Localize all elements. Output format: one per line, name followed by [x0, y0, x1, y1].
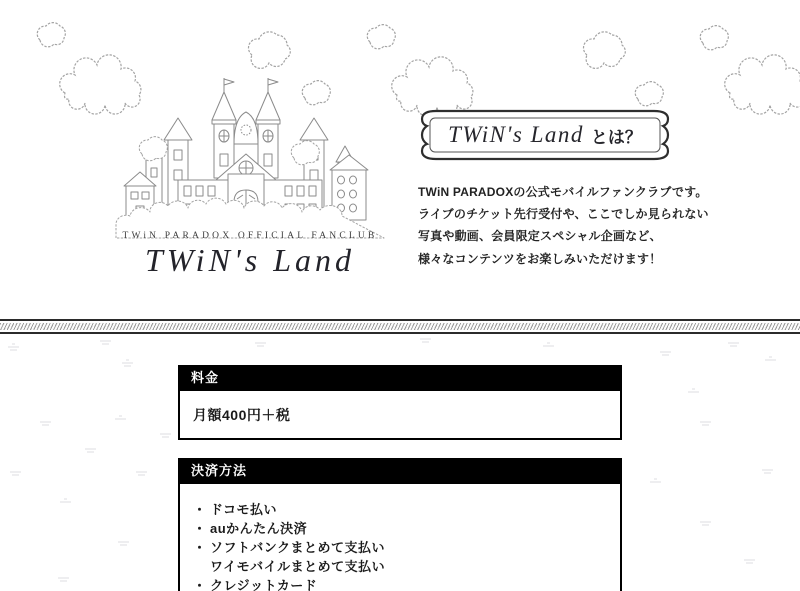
about-title-en: TWiN's Land	[448, 122, 584, 147]
list-item	[193, 500, 607, 519]
payment-method-list	[178, 484, 622, 591]
pricing-section	[178, 365, 622, 440]
list-item	[193, 576, 607, 591]
cloud-icon	[37, 23, 800, 116]
list-bullet: ・	[193, 502, 207, 517]
about-line: 写真や動画、会員限定スペシャル企画など、	[418, 229, 662, 244]
payment-section	[178, 458, 622, 591]
payment-section-header: 決済方法	[178, 458, 622, 484]
pricing-value: 月額400円＋税	[178, 391, 622, 440]
section-divider	[0, 319, 800, 334]
list-bullet	[193, 557, 210, 576]
list-bullet: ・	[193, 521, 207, 536]
about-title-ja: とは？	[590, 127, 642, 147]
about-description	[418, 181, 728, 270]
list-item-label: ソフトバンクまとめて支払い	[210, 540, 385, 555]
castle-icon	[116, 78, 384, 238]
list-item-label: ワイモバイルまとめて支払い	[210, 559, 386, 574]
fanclub-caption: TWiN PARADOX OFFICIAL FANCLUB	[122, 231, 378, 241]
pricing-section-header: 料金	[178, 365, 622, 391]
divider-hatch	[0, 323, 800, 330]
about-line: TWiN PARADOXの公式モバイルファンクラブです。	[418, 185, 708, 199]
list-bullet: ・	[193, 578, 207, 591]
list-item	[193, 557, 607, 576]
list-item-label: ドコモ払い	[210, 502, 277, 517]
about-line: ライブのチケット先行受付や、ここでしか見られない	[418, 207, 709, 222]
list-item-label: クレジットカード	[210, 578, 318, 591]
list-item	[193, 538, 607, 557]
list-item-label: auかんたん決済	[210, 521, 308, 536]
about-title	[418, 109, 672, 161]
list-item	[193, 519, 607, 538]
about-line: 様々なコンテンツをお楽しみいただけます！	[418, 251, 662, 266]
fanclub-wordmark: TWiN's Land	[144, 242, 355, 278]
list-bullet: ・	[193, 540, 207, 555]
